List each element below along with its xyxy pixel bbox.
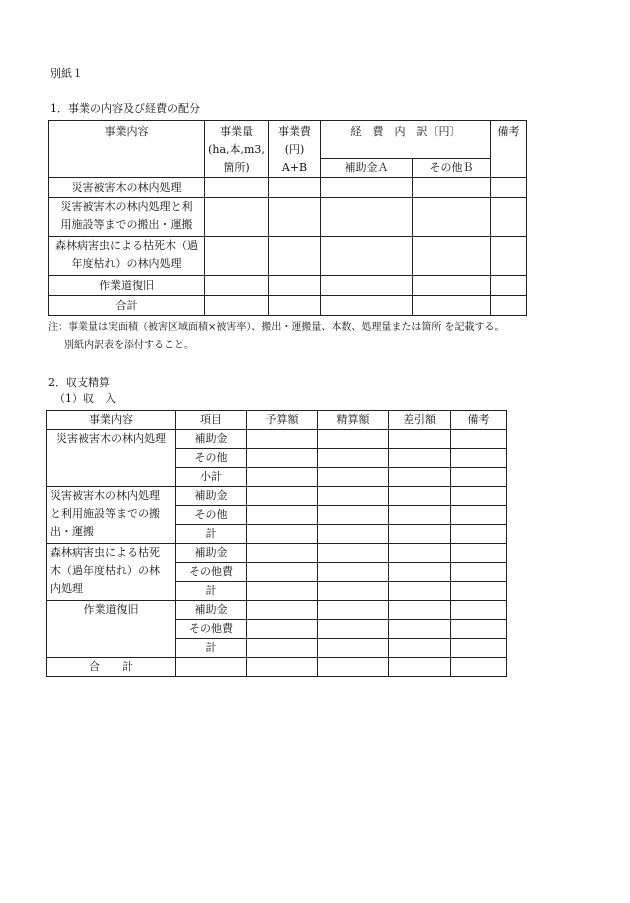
row-label: 作業道復旧	[49, 276, 205, 296]
row-label	[49, 198, 205, 237]
item-cell: その他費	[176, 563, 247, 582]
row-label: 災害被害木の林内処理	[49, 178, 205, 198]
header-settled: 精算額	[318, 411, 389, 430]
header-subsidy: 補助金Ａ	[321, 159, 413, 178]
group-label-l2: と利用施設等までの搬	[50, 507, 160, 520]
section2-subtitle: （1）収 入	[54, 392, 116, 405]
item-cell: その他	[176, 506, 247, 525]
item-cell: 補助金	[176, 544, 247, 563]
group-label-l1: 災害被害木の林内処理	[50, 489, 160, 502]
header-quantity-l3: 箇所)	[223, 161, 250, 174]
item-cell: 計	[176, 525, 247, 544]
header-cost-l3: A+B	[281, 161, 308, 174]
table1-row	[49, 276, 527, 296]
total-label: 合 計	[47, 658, 176, 677]
header-quantity-l1: 事業量	[220, 125, 253, 138]
table2-row	[47, 487, 507, 506]
header-breakdown: 経 費 内 訳〔円〕	[321, 121, 491, 159]
header-difference: 差引額	[389, 411, 451, 430]
item-cell: その他費	[176, 620, 247, 639]
group-label-l1: 災害被害木の林内処理	[56, 432, 166, 445]
header-cost	[269, 121, 321, 178]
table1-row	[49, 237, 527, 276]
header-content: 事業内容	[49, 121, 205, 178]
row-label-l1: 森林病害虫による枯死木（過	[55, 239, 198, 252]
income-settlement-table	[46, 410, 507, 677]
section1-title: 1．事業の内容及び経費の配分	[50, 102, 200, 115]
table1-row	[49, 198, 527, 237]
header-other: その他Ｂ	[413, 159, 491, 178]
header-quantity	[205, 121, 269, 178]
header-budget: 予算額	[247, 411, 318, 430]
header-remarks: 備考	[451, 411, 507, 430]
section2-title: 2．収支精算	[48, 376, 110, 389]
item-cell: 計	[176, 639, 247, 658]
note-line-2: 別紙内訳表を添付すること。	[64, 340, 194, 351]
group-label	[47, 430, 176, 487]
group-label-l2: 木（過年度枯れ）の林	[50, 564, 160, 577]
row-label-l2: 用施設等までの搬出・運搬	[60, 218, 193, 231]
table1-row	[49, 296, 527, 316]
item-cell: 小計	[176, 468, 247, 487]
row-label-l2: 年度枯れ）の林内処理	[71, 257, 182, 270]
row-label	[49, 237, 205, 276]
group-label-l3: 出・運搬	[50, 525, 94, 538]
expense-allocation-table	[48, 120, 527, 316]
header-content: 事業内容	[47, 411, 176, 430]
group-label-l1: 作業道復旧	[83, 603, 139, 616]
item-cell: 補助金	[176, 487, 247, 506]
header-cost-l1: 事業費	[278, 125, 311, 138]
table2-row	[47, 601, 507, 620]
table2-row	[47, 430, 507, 449]
group-label	[47, 601, 176, 658]
header-cost-l2: (円)	[284, 143, 305, 156]
group-label	[47, 544, 176, 601]
item-cell: 計	[176, 582, 247, 601]
note-line-1: 注：事業量は実面積（被害区域面積×被害率）、搬出・運搬量、本数、処理量または箇所 を記載する。	[48, 322, 505, 333]
item-cell: 補助金	[176, 430, 247, 449]
item-cell: 補助金	[176, 601, 247, 620]
group-label-l1: 森林病害虫による枯死	[50, 546, 160, 559]
row-label-l1: 災害被害木の林内処理と利	[60, 200, 193, 213]
header-quantity-l2: (ha,本,m3,	[208, 143, 265, 156]
header-remarks: 備考	[491, 121, 527, 178]
group-label	[47, 487, 176, 544]
item-cell: その他	[176, 449, 247, 468]
table2-row	[47, 544, 507, 563]
table1-row	[49, 178, 527, 198]
row-label: 合計	[49, 296, 205, 316]
attachment-label: 別紙１	[50, 67, 83, 80]
group-label-l3: 内処理	[50, 582, 83, 595]
table2-total-row	[47, 658, 507, 677]
header-item: 項目	[176, 411, 247, 430]
